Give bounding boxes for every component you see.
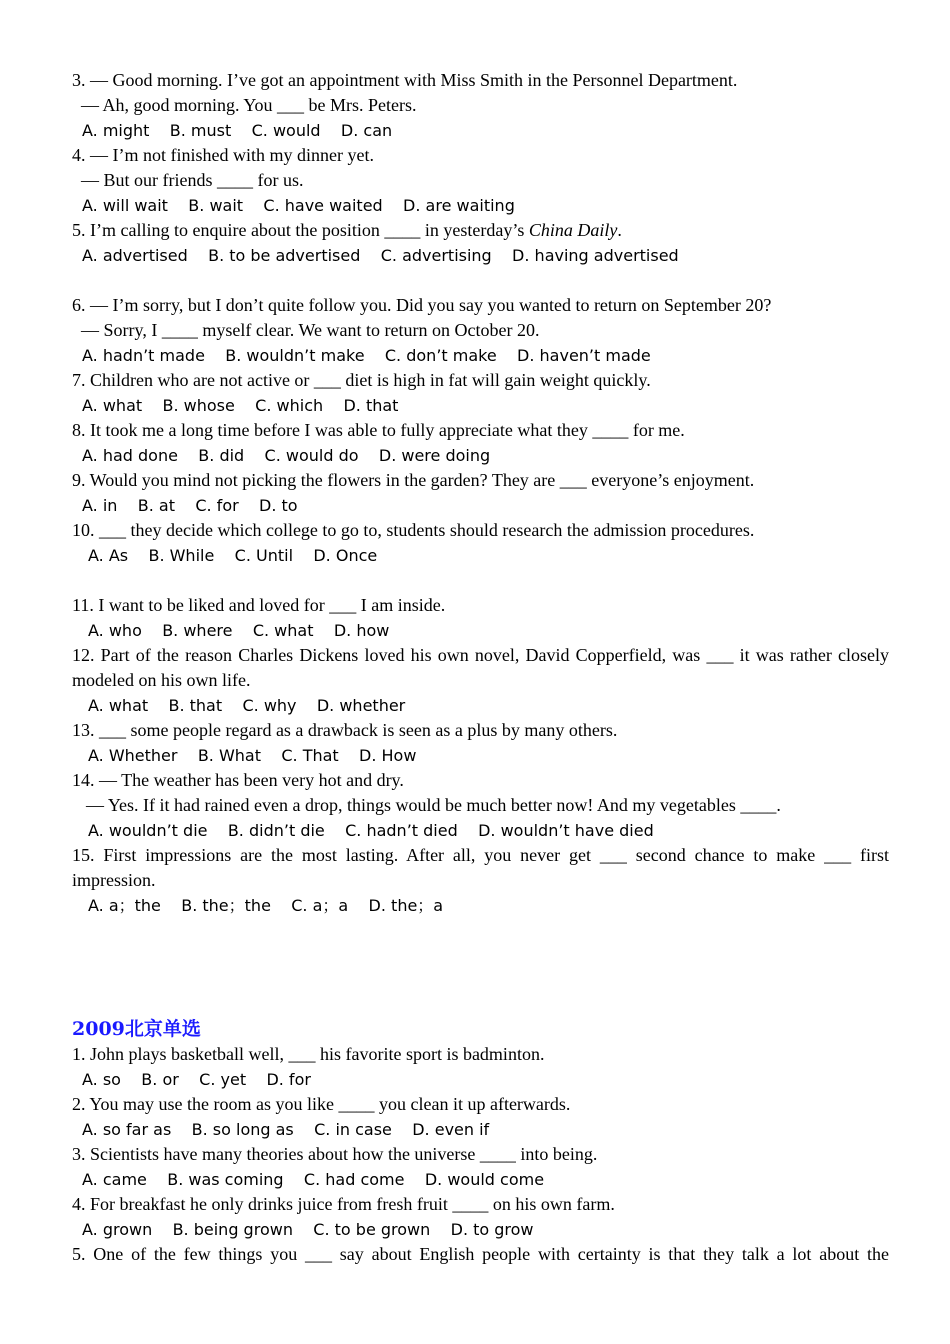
- question-5-options: A. advertised B. to be advertised C. advertising D. having advertised: [82, 246, 679, 265]
- s2-question-2-options: A. so far as B. so long as C. in case D. even if: [82, 1120, 490, 1139]
- question-11-line-1: 11. I want to be liked and loved for ___ I am inside.: [72, 595, 446, 615]
- question-3-line-2: — Ah, good morning. You ___ be Mrs. Peters.: [81, 95, 417, 115]
- s2-question-4-options: A. grown B. being grown C. to be grown D. to grow: [82, 1220, 534, 1239]
- question-6-line-2: — Sorry, I ____ myself clear. We want to return on October 20.: [81, 320, 540, 340]
- question-10-options: A. As B. While C. Until D. Once: [88, 546, 378, 565]
- question-5-period: .: [617, 220, 622, 240]
- question-9-line-1: 9. Would you mind not picking the flowers in the garden? They are ___ everyone’s enjoyment.: [72, 470, 755, 490]
- s2-question-1-line-1: 1. John plays basketball well, ___ his favorite sport is badminton.: [72, 1044, 545, 1064]
- question-6-line-1: 6. — I’m sorry, but I don’t quite follow you. Did you say you wanted to return on September 20?: [72, 295, 772, 315]
- question-15-text: 15. First impressions are the most lasting. After all, you never get ___ second chance to make ___ first impression.: [72, 845, 889, 890]
- question-7-line-1: 7. Children who are not active or ___ diet is high in fat will gain weight quickly.: [72, 370, 651, 390]
- blank-line: [72, 268, 889, 293]
- s2-question-1-options: A. so B. or C. yet D. for: [82, 1070, 311, 1089]
- question-9-options: A. in B. at C. for D. to: [82, 496, 298, 515]
- question-12-text: 12. Part of the reason Charles Dickens loved his own novel, David Copperfield, was ___ it was rather closely modeled on his own life.: [72, 645, 889, 690]
- s2-question-5-line-1: 5. One of the few things you ___ say about English people with certainty is that they talk a lot about the: [72, 1244, 889, 1264]
- s2-question-3-line-1: 3. Scientists have many theories about how the universe ____ into being.: [72, 1144, 598, 1164]
- question-3-line-1: 3. — Good morning. I’ve got an appointment with Miss Smith in the Personnel Department.: [72, 70, 738, 90]
- blank-line: [72, 568, 889, 593]
- question-5-text: 5. I’m calling to enquire about the position ____ in yesterday’s: [72, 220, 529, 240]
- s2-question-4-line-1: 4. For breakfast he only drinks juice from fresh fruit ____ on his own farm.: [72, 1194, 615, 1214]
- question-10-line-1: 10. ___ they decide which college to go to, students should research the admission procedures.: [72, 520, 755, 540]
- question-5-line-1: [72, 218, 889, 243]
- question-7-options: A. what B. whose C. which D. that: [82, 396, 399, 415]
- question-3-options: A. might B. must C. would D. can: [82, 121, 393, 140]
- question-14-options: A. wouldn’t die B. didn’t die C. hadn’t died D. wouldn’t have died: [88, 821, 654, 840]
- question-4-options: A. will wait B. wait C. have waited D. are waiting: [82, 196, 515, 215]
- s2-question-2-line-1: 2. You may use the room as you like ____ you clean it up afterwards.: [72, 1094, 571, 1114]
- question-4-line-1: 4. — I’m not finished with my dinner yet.: [72, 145, 374, 165]
- question-8-line-1: 8. It took me a long time before I was able to fully appreciate what they ____ for me.: [72, 420, 685, 440]
- question-14-line-1: 14. — The weather has been very hot and dry.: [72, 770, 404, 790]
- section-spacer: [72, 918, 889, 1017]
- question-4-line-2: — But our friends ____ for us.: [81, 170, 304, 190]
- question-14-line-2: — Yes. If it had rained even a drop, things would be much better now! And my vegetables ____.: [86, 795, 781, 815]
- question-13-options: A. Whether B. What C. That D. How: [88, 746, 417, 765]
- question-13-line-1: 13. ___ some people regard as a drawback is seen as a plus by many others.: [72, 720, 618, 740]
- question-8-options: A. had done B. did C. would do D. were doing: [82, 446, 491, 465]
- section-heading: 2009北京单选: [72, 1018, 201, 1040]
- question-15-options: A. a；the B. the；the C. a；a D. the；a: [88, 896, 444, 915]
- question-5-newspaper-title: China Daily: [528, 220, 618, 240]
- document-page: [72, 68, 889, 1267]
- s2-question-3-options: A. came B. was coming C. had come D. would come: [82, 1170, 545, 1189]
- question-6-options: A. hadn’t made B. wouldn’t make C. don’t make D. haven’t made: [82, 346, 651, 365]
- question-12-options: A. what B. that C. why D. whether: [88, 696, 406, 715]
- question-11-options: A. who B. where C. what D. how: [88, 621, 390, 640]
